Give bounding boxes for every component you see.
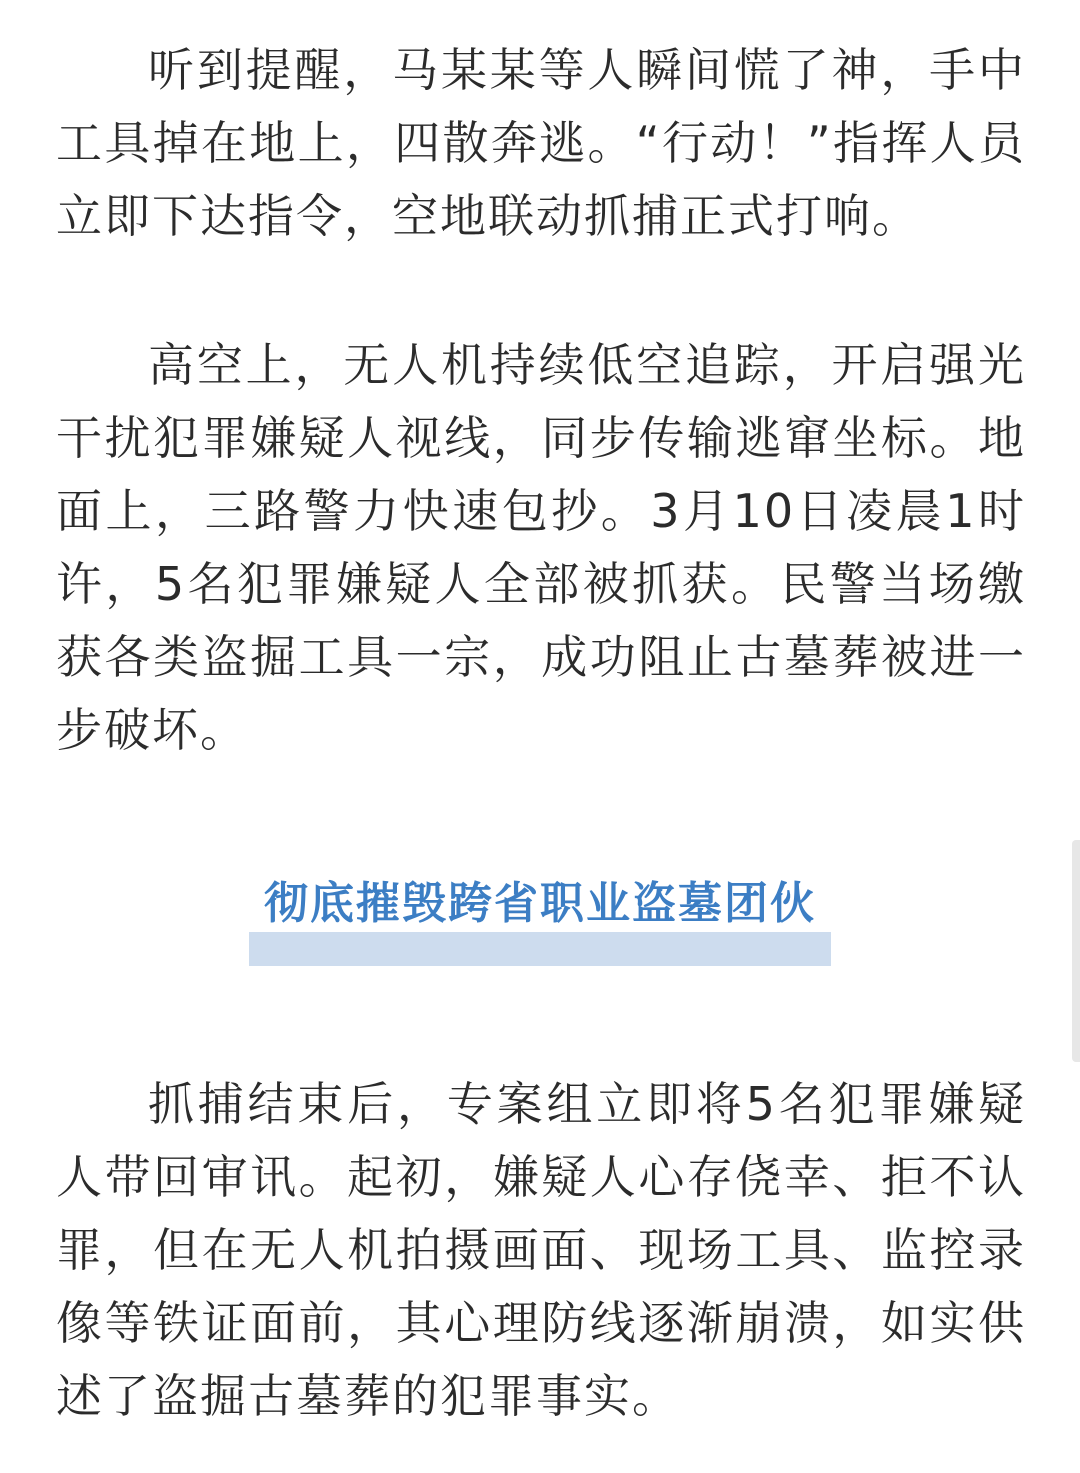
section-heading	[249, 868, 831, 966]
paragraph-interrogation: 抓捕结束后，专案组立即将5名犯罪嫌疑人带回审讯。起初，嫌疑人心存侥幸、拒不认罪，但在无人机拍摄画面、现场工具、监控录像等铁证面前，其心理防线逐渐崩溃，如实供述了盗掘古墓葬的犯罪事实。	[56, 1077, 1026, 1423]
paragraph-arrest-start: 听到提醒，马某某等人瞬间慌了神，手中工具掉在地上，四散奔逃。“行动！”指挥人员立即下达指令，空地联动抓捕正式打响。	[56, 43, 1026, 243]
heading-underline-bar	[249, 932, 831, 966]
section-heading-text: 彻底摧毁跨省职业盗墓团伙	[264, 878, 816, 929]
paragraph-drone-pursuit: 高空上，无人机持续低空追踪，开启强光干扰犯罪嫌疑人视线，同步传输逃窜坐标。地面上，三路警力快速包抄。3月10日凌晨1时许，5名犯罪嫌疑人全部被抓获。民警当场缴获各类盗掘工具一宗，成功阻止古墓葬被进一步破坏。	[56, 338, 1026, 757]
scrollbar[interactable]	[1072, 840, 1080, 1062]
